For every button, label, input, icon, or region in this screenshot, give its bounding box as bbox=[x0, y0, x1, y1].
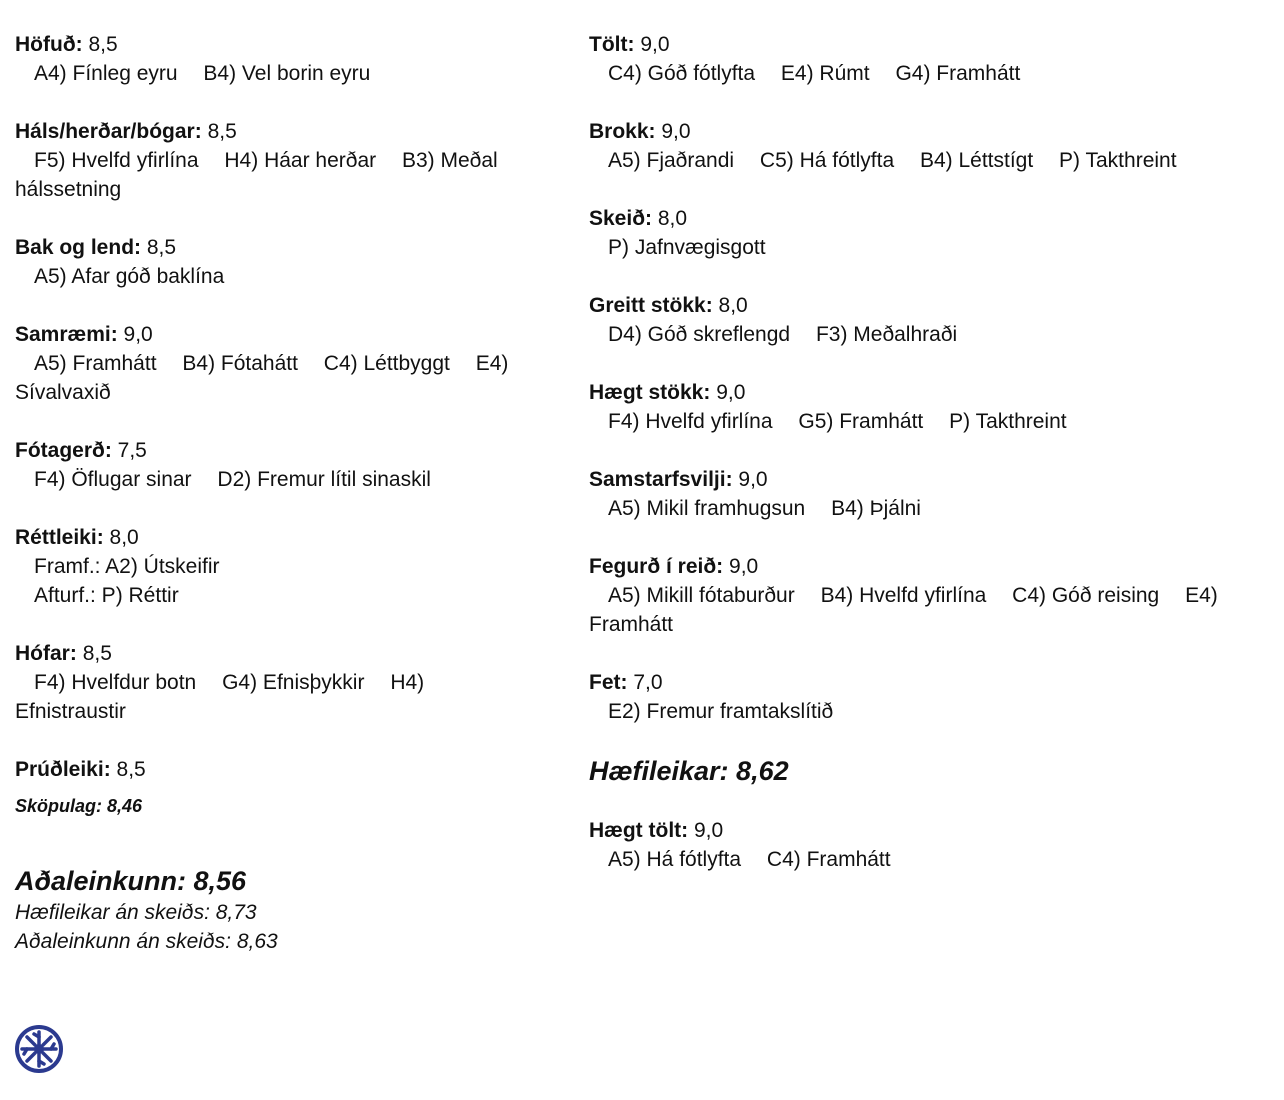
score-label: Háls/herðar/bógar: bbox=[15, 120, 202, 143]
comment: G4) Efnisþykkir bbox=[222, 671, 365, 694]
comment: C4) Góð reising bbox=[1012, 584, 1160, 607]
score-line bbox=[589, 117, 1279, 146]
comment: E4) Sívalvaxið bbox=[15, 352, 509, 404]
conformation-scores bbox=[15, 30, 560, 784]
comment: C5) Há fótlyfta bbox=[759, 149, 895, 172]
comment: C4) Góð fótlyfta bbox=[608, 62, 756, 85]
score-line bbox=[15, 320, 560, 349]
score-item bbox=[589, 291, 1279, 349]
score-item bbox=[589, 204, 1279, 262]
comment-list bbox=[589, 581, 1279, 639]
score-label: Bak og lend: bbox=[15, 236, 142, 259]
score-item bbox=[589, 668, 1279, 726]
sub-line: Afturf.: P) Réttir bbox=[34, 584, 179, 607]
score-line bbox=[15, 117, 560, 146]
comment: A5) Há fótlyfta bbox=[608, 848, 742, 871]
score-line bbox=[589, 204, 1279, 233]
score-value: 7,5 bbox=[117, 439, 147, 462]
score-item bbox=[15, 523, 560, 610]
comment-list bbox=[15, 465, 560, 494]
ability-scores bbox=[589, 30, 1279, 726]
comment-list bbox=[589, 845, 1279, 874]
score-line bbox=[589, 291, 1279, 320]
right-column bbox=[589, 30, 1279, 903]
score-line bbox=[589, 378, 1279, 407]
comment-list bbox=[15, 59, 560, 88]
comment-list bbox=[589, 494, 1279, 523]
left-column bbox=[15, 30, 560, 956]
comment: C4) Léttbyggt bbox=[323, 352, 450, 375]
organization-emblem-icon bbox=[14, 1024, 64, 1074]
score-label: Hægt stökk: bbox=[589, 381, 711, 404]
score-label: Fet: bbox=[589, 671, 628, 694]
comment: F4) Öflugar sinar bbox=[34, 468, 192, 491]
sub-line: Framf.: A2) Útskeifir bbox=[34, 555, 220, 578]
comment: C4) Framhátt bbox=[766, 848, 891, 871]
comment: E4) Framhátt bbox=[589, 584, 1218, 636]
comment: G5) Framhátt bbox=[798, 410, 924, 433]
comment: G4) Framhátt bbox=[895, 62, 1021, 85]
comment-list bbox=[15, 146, 560, 204]
comment: A5) Mikil framhugsun bbox=[608, 497, 806, 520]
score-value: 8,0 bbox=[109, 526, 139, 549]
score-value: 8,0 bbox=[657, 207, 688, 230]
score-item bbox=[15, 639, 560, 726]
score-value: 9,0 bbox=[123, 323, 153, 346]
score-value: 9,0 bbox=[640, 33, 670, 56]
comment: F3) Meðalhraði bbox=[815, 323, 958, 346]
conformation-total: Sköpulag: 8,46 bbox=[15, 796, 143, 816]
score-value: 9,0 bbox=[729, 555, 759, 578]
score-line bbox=[15, 755, 560, 784]
score-value: 8,0 bbox=[718, 294, 748, 317]
score-item bbox=[589, 465, 1279, 523]
comment: A4) Fínleg eyru bbox=[34, 62, 178, 85]
score-item bbox=[589, 30, 1279, 88]
comment: D4) Góð skreflengd bbox=[608, 323, 791, 346]
comment: F5) Hvelfd yfirlína bbox=[34, 149, 199, 172]
score-line bbox=[589, 668, 1279, 697]
score-item bbox=[15, 30, 560, 88]
comment: B4) Þjálni bbox=[831, 497, 921, 520]
score-label: Fótagerð: bbox=[15, 439, 112, 462]
comment: B4) Hvelfd yfirlína bbox=[820, 584, 987, 607]
score-label: Fegurð í reið: bbox=[589, 555, 724, 578]
score-line bbox=[589, 30, 1279, 59]
score-value: 8,5 bbox=[88, 33, 118, 56]
score-item bbox=[589, 816, 1279, 874]
comment-list bbox=[589, 146, 1279, 175]
overall-score: Aðaleinkunn: 8,56 bbox=[15, 866, 247, 896]
comment-list bbox=[589, 59, 1279, 88]
comment: E4) Rúmt bbox=[780, 62, 870, 85]
overall-without-pace: Aðaleinkunn án skeiðs: 8,63 bbox=[15, 930, 278, 953]
score-item bbox=[15, 233, 560, 291]
score-label: Hægt tölt: bbox=[589, 819, 689, 842]
score-label: Samstarfsvilji: bbox=[589, 468, 733, 491]
comment: F4) Hvelfdur botn bbox=[34, 671, 197, 694]
comment-list bbox=[589, 233, 1279, 262]
score-item bbox=[15, 117, 560, 204]
score-item bbox=[589, 378, 1279, 436]
score-value: 8,5 bbox=[146, 236, 177, 259]
comment-list bbox=[589, 320, 1279, 349]
score-item bbox=[589, 552, 1279, 639]
score-line bbox=[15, 523, 560, 552]
comment: E2) Fremur framtakslítið bbox=[608, 700, 834, 723]
score-label: Greitt stökk: bbox=[589, 294, 713, 317]
score-label: Prúðleiki: bbox=[15, 758, 111, 781]
comment: D2) Fremur lítil sinaskil bbox=[217, 468, 431, 491]
ability-total: Hæfileikar: 8,62 bbox=[589, 756, 789, 786]
comment: B4) Léttstígt bbox=[919, 149, 1034, 172]
comment: P) Jafnvægisgott bbox=[608, 236, 766, 259]
comment: P) Takthreint bbox=[1059, 149, 1177, 172]
score-label: Skeið: bbox=[589, 207, 653, 230]
score-item bbox=[15, 755, 560, 784]
score-line bbox=[589, 465, 1279, 494]
score-label: Tölt: bbox=[589, 33, 635, 56]
comment-list bbox=[15, 668, 560, 726]
score-value: 9,0 bbox=[661, 120, 691, 143]
comment: B3) Meðal hálssetning bbox=[15, 149, 498, 201]
score-value: 8,5 bbox=[116, 758, 146, 781]
score-label: Brokk: bbox=[589, 120, 656, 143]
comment-list bbox=[589, 697, 1279, 726]
comment: A5) Afar góð baklína bbox=[34, 265, 225, 288]
comment-list bbox=[15, 349, 560, 407]
score-line bbox=[589, 816, 1279, 845]
score-item bbox=[15, 436, 560, 494]
comment: H4) Efnistraustir bbox=[15, 671, 425, 723]
comment: B4) Vel borin eyru bbox=[203, 62, 371, 85]
score-value: 9,0 bbox=[693, 819, 724, 842]
score-line bbox=[15, 436, 560, 465]
score-value: 8,5 bbox=[82, 642, 112, 665]
comment-list bbox=[589, 407, 1279, 436]
score-value: 9,0 bbox=[716, 381, 746, 404]
score-line bbox=[589, 552, 1279, 581]
comment: F4) Hvelfd yfirlína bbox=[608, 410, 773, 433]
score-line bbox=[15, 639, 560, 668]
score-label: Höfuð: bbox=[15, 33, 83, 56]
ability-without-pace: Hæfileikar án skeiðs: 8,73 bbox=[15, 901, 257, 924]
comment: B4) Fótahátt bbox=[182, 352, 298, 375]
slow-tolt-section bbox=[589, 816, 1279, 874]
score-value: 7,0 bbox=[633, 671, 663, 694]
comment: A5) Mikill fótaburður bbox=[608, 584, 795, 607]
comment: A5) Framhátt bbox=[34, 352, 157, 375]
score-value: 8,5 bbox=[207, 120, 237, 143]
comment: H4) Háar herðar bbox=[224, 149, 377, 172]
score-item bbox=[15, 320, 560, 407]
score-item bbox=[589, 117, 1279, 175]
score-value: 9,0 bbox=[738, 468, 768, 491]
comment-list bbox=[15, 262, 560, 291]
score-label: Hófar: bbox=[15, 642, 77, 665]
score-line bbox=[15, 30, 560, 59]
score-label: Samræmi: bbox=[15, 323, 118, 346]
comment: P) Takthreint bbox=[949, 410, 1067, 433]
score-line bbox=[15, 233, 560, 262]
score-label: Réttleiki: bbox=[15, 526, 104, 549]
comment: A5) Fjaðrandi bbox=[608, 149, 735, 172]
